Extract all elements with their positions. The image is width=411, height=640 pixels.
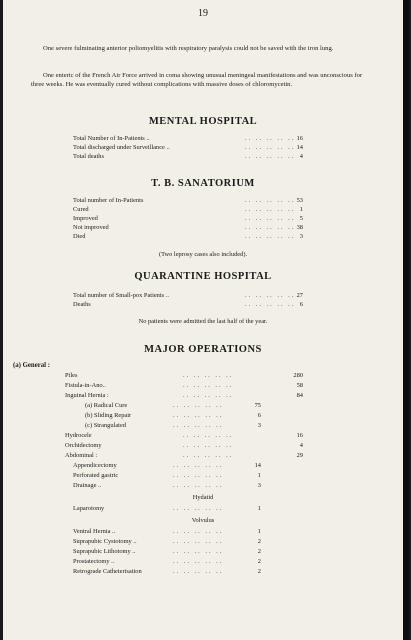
operation-label: (a) Radical Cure	[85, 402, 128, 409]
operation-row	[65, 382, 313, 390]
leader-dots: .. .. .. .. ..	[245, 197, 296, 204]
leader-dots: .. .. .. .. ..	[183, 382, 234, 389]
operation-value: 6	[257, 412, 261, 419]
operation-row	[73, 505, 313, 513]
operation-label: Inguinal Hernia :	[65, 392, 109, 399]
row-label: Not improved	[73, 224, 109, 231]
operation-value: 84	[296, 392, 303, 399]
operation-row	[65, 372, 313, 380]
row-label: Total discharged under Surveillance ..	[73, 144, 170, 151]
operation-value: 1	[257, 472, 261, 479]
operation-value: 4	[299, 442, 303, 449]
row-label: Total number of Small-pox Patients ..	[73, 292, 169, 299]
operation-label: Perforated gastric	[73, 472, 119, 479]
operation-row	[73, 558, 313, 566]
operation-label: (b) Sliding Repair	[85, 412, 132, 419]
operation-value: 58	[296, 382, 303, 389]
leader-dots: .. .. .. .. ..	[245, 206, 296, 213]
operation-value: 2	[257, 558, 261, 565]
mental-hospital-row	[73, 135, 373, 143]
leader-dots: .. .. .. .. ..	[173, 462, 224, 469]
operation-row	[73, 472, 313, 480]
row-label: Improved	[73, 215, 98, 222]
operation-label: (c) Strangulated	[85, 422, 126, 429]
leader-dots: .. .. .. .. ..	[245, 233, 296, 240]
operation-label: Piles	[65, 372, 78, 379]
operation-row	[65, 432, 313, 440]
document-page	[3, 0, 409, 640]
mental-hospital-row	[73, 144, 373, 152]
major-operations-title: MAJOR OPERATIONS	[144, 344, 262, 355]
operation-row	[73, 412, 313, 420]
operation-row	[65, 452, 313, 460]
operation-label: Appendicectomy	[73, 462, 117, 469]
tb-sanatorium-title: T. B. SANATORIUM	[151, 178, 255, 189]
leader-dots: .. .. .. .. ..	[183, 392, 234, 399]
row-label: Cured	[73, 206, 89, 213]
tb-sanatorium-note: (Two leprosy cases also included).	[158, 251, 248, 258]
operation-row	[65, 442, 313, 450]
leader-dots: .. .. .. .. ..	[245, 135, 296, 142]
paragraph-poliomyelitis: One severe fulminating anterior poliomyelitis with respiratory paralysis could not be saved with the iron lung.	[43, 45, 334, 52]
operation-label: Suprapubic Lithotomy ..	[73, 548, 136, 555]
operation-label: Retrograde Catheterisation	[73, 568, 142, 575]
operation-value: 2	[257, 538, 261, 545]
leader-dots: .. .. .. .. ..	[173, 482, 224, 489]
quarantine-hospital-note: No patients were admitted the last half of the year.	[138, 318, 268, 325]
operations-subcaption: Hydatid	[192, 494, 214, 501]
quarantine-hospital-title: QUARANTINE HOSPITAL	[134, 271, 272, 282]
row-value: 53	[296, 197, 303, 204]
operation-row	[73, 548, 313, 556]
general-section-label: (a) General :	[13, 362, 50, 369]
operation-value: 75	[254, 402, 261, 409]
leader-dots: .. .. .. .. ..	[173, 472, 224, 479]
operation-value: 3	[257, 482, 261, 489]
operation-value: 3	[257, 422, 261, 429]
leader-dots: .. .. .. .. ..	[245, 144, 296, 151]
quarantine-hospital-row	[73, 292, 373, 300]
tb-sanatorium-row	[73, 233, 373, 241]
operation-label: Abdominal :	[65, 452, 98, 459]
leader-dots: .. .. .. .. ..	[245, 215, 296, 222]
operation-row	[73, 528, 313, 536]
row-value: 1	[299, 206, 303, 213]
quarantine-hospital-row	[73, 301, 373, 309]
leader-dots: .. .. .. .. ..	[173, 558, 224, 565]
mental-hospital-row	[73, 153, 373, 161]
row-label: Deaths	[73, 301, 91, 308]
operation-row	[73, 538, 313, 546]
row-label: Total deaths	[73, 153, 104, 160]
operation-value: 2	[257, 568, 261, 575]
tb-sanatorium-row	[73, 197, 373, 205]
leader-dots: .. .. .. .. ..	[173, 412, 224, 419]
row-value: 5	[299, 215, 303, 222]
row-label: Died	[73, 233, 86, 240]
tb-sanatorium-row	[73, 224, 373, 232]
operation-row	[73, 462, 313, 470]
operation-label: Drainage ..	[73, 482, 102, 489]
row-value: 6	[299, 301, 303, 308]
leader-dots: .. .. .. .. ..	[245, 301, 296, 308]
operation-row	[73, 422, 313, 430]
mental-hospital-title: MENTAL HOSPITAL	[148, 116, 258, 127]
operation-row	[65, 392, 313, 400]
operation-value: 2	[257, 548, 261, 555]
page-number: 19	[198, 8, 208, 19]
leader-dots: .. .. .. .. ..	[173, 568, 224, 575]
operation-label: Hydrocele	[65, 432, 92, 439]
tb-sanatorium-row	[73, 206, 373, 214]
leader-dots: .. .. .. .. ..	[245, 153, 296, 160]
operation-label: Suprapubic Cystotomy ..	[73, 538, 137, 545]
operation-label: Laparotomy	[73, 505, 105, 512]
tb-sanatorium-row	[73, 215, 373, 223]
paragraph-enteric: One enteric of the French Air Force arrived in coma showing unusual meningeal manifestations and was unconscious for three weeks. He was eventually cured without complications with massive doses of chloromycetin.	[31, 72, 363, 88]
operation-value: 16	[296, 432, 303, 439]
operation-label: Ventral Hernia ..	[73, 528, 116, 535]
operation-label: Orchidectomy	[65, 442, 102, 449]
operation-label: Fistula-in-Ano..	[65, 382, 106, 389]
leader-dots: .. .. .. .. ..	[245, 292, 296, 299]
leader-dots: .. .. .. .. ..	[173, 505, 224, 512]
operations-subcaption: Volvulus	[191, 517, 215, 524]
operation-row	[73, 482, 313, 490]
leader-dots: .. .. .. .. ..	[183, 372, 234, 379]
operation-value: 1	[257, 505, 261, 512]
row-value: 4	[299, 153, 303, 160]
leader-dots: .. .. .. .. ..	[183, 442, 234, 449]
leader-dots: .. .. .. .. ..	[173, 422, 224, 429]
row-value: 27	[296, 292, 303, 299]
leader-dots: .. .. .. .. ..	[245, 224, 296, 231]
leader-dots: .. .. .. .. ..	[173, 548, 224, 555]
leader-dots: .. .. .. .. ..	[183, 452, 234, 459]
operation-label: Prostatectomy ..	[73, 558, 115, 565]
row-value: 16	[296, 135, 303, 142]
operation-row	[73, 402, 313, 410]
row-value: 38	[296, 224, 303, 231]
row-value: 14	[296, 144, 303, 151]
leader-dots: .. .. .. .. ..	[173, 538, 224, 545]
operation-value: 1	[257, 528, 261, 535]
operation-value: 14	[254, 462, 261, 469]
operation-row	[73, 568, 313, 576]
operation-value: 29	[296, 452, 303, 459]
operation-value: 280	[293, 372, 303, 379]
row-label: Total Number of In-Patients ..	[73, 135, 150, 142]
leader-dots: .. .. .. .. ..	[183, 432, 234, 439]
row-value: 3	[299, 233, 303, 240]
leader-dots: .. .. .. .. ..	[173, 528, 224, 535]
row-label: Total number of In-Patients	[73, 197, 144, 204]
leader-dots: .. .. .. .. ..	[173, 402, 224, 409]
